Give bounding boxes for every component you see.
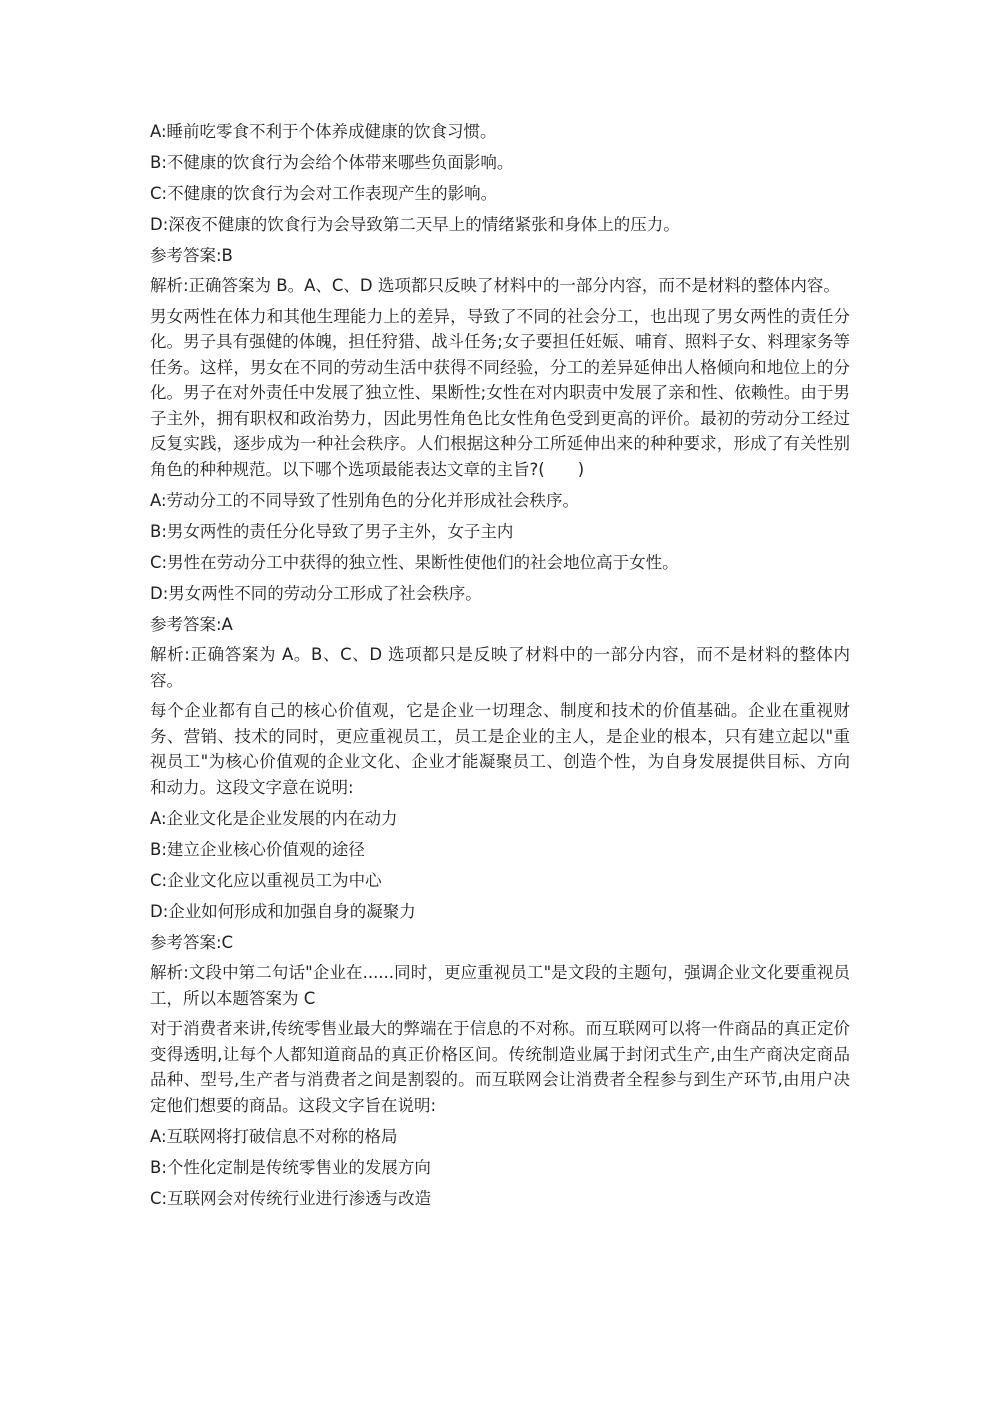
explanation: 解析:正确答案为 B。A、C、D 选项都只反映了材料中的一部分内容，而不是材料的整体内容。	[150, 276, 840, 295]
option-b: B:男女两性的责任分化导致了男子主外，女子主内	[150, 522, 514, 541]
document-body	[150, 118, 850, 1216]
option-a: A:企业文化是企业发展的内在动力	[150, 809, 398, 828]
option-d: D:深夜不健康的饮食行为会导致第二天早上的情绪紧张和身体上的压力。	[150, 215, 680, 234]
answer: 参考答案:C	[150, 933, 234, 952]
option-a: A:劳动分工的不同导致了性别角色的分化并形成社会秩序。	[150, 491, 580, 510]
answer: 参考答案:A	[150, 615, 233, 634]
option-b: B:不健康的饮食行为会给个体带来哪些负面影响。	[150, 153, 514, 172]
answer: 参考答案:B	[150, 246, 233, 265]
option-a: A:睡前吃零食不利于个体养成健康的饮食习惯。	[150, 122, 497, 141]
option-c: C:男性在劳动分工中获得的独立性、果断性使他们的社会地位高于女性。	[150, 553, 679, 572]
option-a: A:互联网将打破信息不对称的格局	[150, 1127, 398, 1146]
option-c: C:企业文化应以重视员工为中心	[150, 871, 382, 890]
option-b: B:个性化定制是传统零售业的发展方向	[150, 1158, 431, 1177]
passage: 男女两性在体力和其他生理能力上的差异，导致了不同的社会分工，也出现了男女两性的责任分化。男子具有强健的体魄，担任狩猎、战斗任务;女子要担任妊娠、哺育、照料子女、料理家务等任务。这样，男女在不同的劳动生活中获得不同经验，分工的差异延伸出人格倾向和地位上的分化。男子在对外责任中发展了独立性、果断性;女性在对内职责中发展了亲和性、依赖性。由于男子主外，拥有职权和政治势力，因此男性角色比女性角色受到更高的评价。最初的劳动分工经过反复实践，逐步成为一种社会秩序。人们根据这种分工所延伸出来的种种要求，形成了有关性别角色的种种规范。以下哪个选项最能表达文章的主旨?( )	[150, 306, 850, 479]
passage: 对于消费者来讲,传统零售业最大的弊端在于信息的不对称。而互联网可以将一件商品的真正定价变得透明,让每个人都知道商品的真正价格区间。传统制造业属于封闭式生产,由生产商决定商品品种、型号,生产者与消费者之间是割裂的。而互联网会让消费者全程参与到生产环节,由用户决定他们想要的商品。这段文字旨在说明:	[150, 1019, 850, 1115]
option-d: D:男女两性不同的劳动分工形成了社会秩序。	[150, 584, 482, 603]
option-b: B:建立企业核心价值观的途径	[150, 840, 365, 859]
option-c: C:不健康的饮食行为会对工作表现产生的影响。	[150, 184, 498, 203]
option-d: D:企业如何形成和加强自身的凝聚力	[150, 902, 416, 921]
explanation: 解析:文段中第二句话"企业在......同时，更应重视员工"是文段的主题句，强调企业文化要重视员工，所以本题答案为 C	[150, 963, 850, 1008]
option-c: C:互联网会对传统行业进行渗透与改造	[150, 1189, 432, 1208]
explanation: 解析:正确答案为 A。B、C、D 选项都只是反映了材料中的一部分内容，而不是材料的整体内容。	[150, 645, 850, 690]
passage: 每个企业都有自己的核心价值观，它是企业一切理念、制度和技术的价值基础。企业在重视财务、营销、技术的同时，更应重视员工，员工是企业的主人，是企业的根本，只有建立起以"重视员工"为核心价值观的企业文化、企业才能凝聚员工、创造个性，为自身发展提供目标、方向和动力。这段文字意在说明:	[150, 701, 850, 797]
